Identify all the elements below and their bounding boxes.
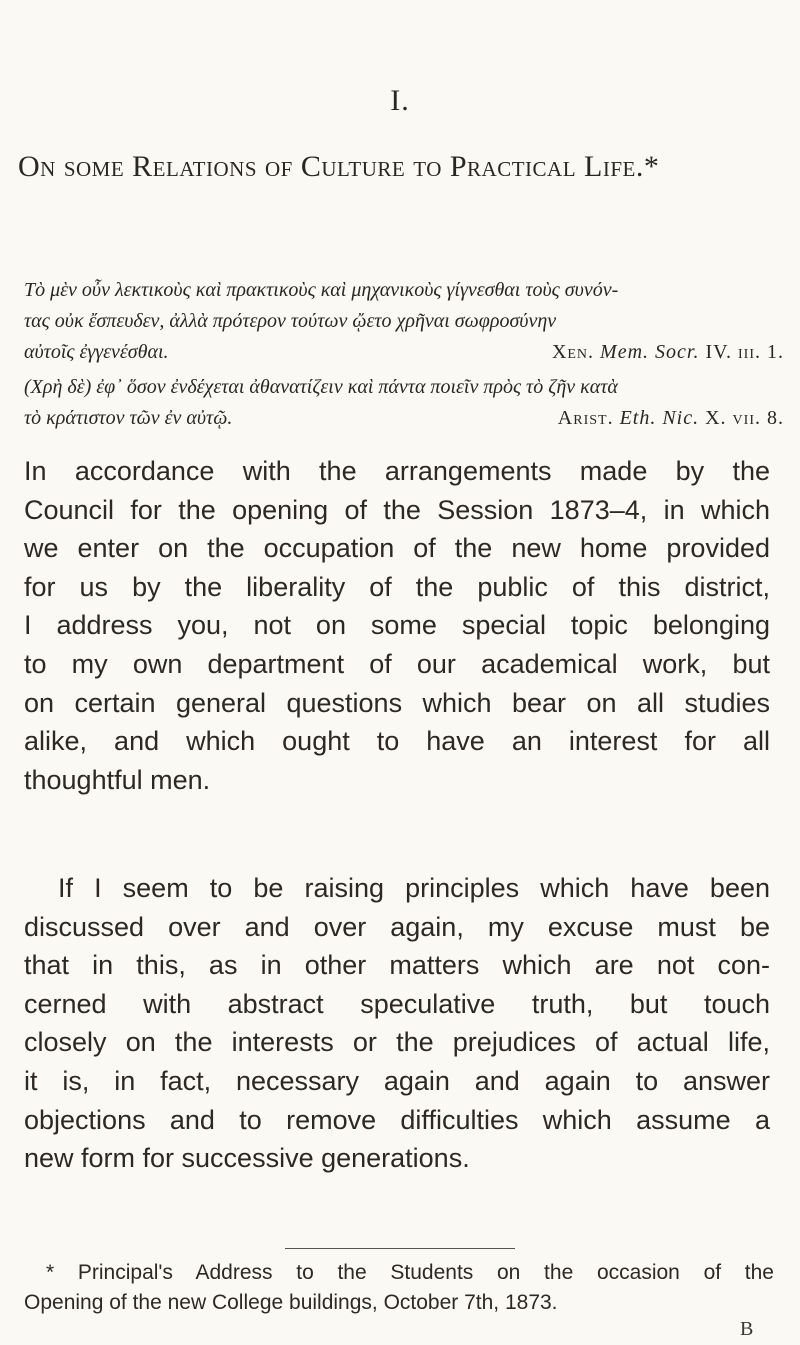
paragraph-1 [24, 452, 770, 799]
text-line: closely on the interests or the prejudices of actual life, [24, 1027, 770, 1058]
text-line: If I seem to be raising principles which have been [58, 873, 770, 903]
text-line: new form for successive generations. [24, 1143, 470, 1174]
text-line: for us by the liberality of the public of this district, [24, 571, 770, 602]
paragraph-2 [24, 869, 770, 1178]
citation-ref: X. vii. 8. [705, 407, 784, 429]
epigraph-line: (Χρὴ δὲ) ἐφ᾽ ὅσον ἐνδέχεται ἀθανατίζειν καὶ πάντα ποιεῖν πρὸς τὸ ζῆν κατὰ [24, 376, 618, 398]
epigraph-xenophon [24, 275, 784, 368]
citation-work: Mem. Socr. [600, 341, 700, 363]
text-line: we enter on the occupation of the new home provided [24, 533, 770, 564]
epigraph-line-with-citation [24, 403, 784, 434]
citation-work: Eth. Nic. [619, 407, 700, 429]
epigraph-line: τὸ κράτιστον τῶν ἐν αὐτῷ. [24, 407, 233, 429]
text-line: to my own department of our academical work, but [24, 648, 770, 679]
citation-author: Arist. [557, 407, 614, 429]
epigraph-line: τας οὐκ ἔσπευδεν, ἀλλὰ πρότερον τούτων ᾤετο χρῆναι σωφροσύνην [24, 310, 557, 332]
epigraph-citation [552, 337, 784, 368]
text-line: thoughtful men. [24, 764, 211, 795]
epigraph-line-with-citation [24, 337, 784, 368]
text-line: discussed over and over again, my excuse must be [24, 911, 770, 942]
text-line: In accordance with the arrangements made by the [24, 456, 770, 486]
footnote [24, 1258, 774, 1318]
text-line: on certain general questions which bear on all studies [24, 687, 770, 718]
chapter-number: I. [390, 84, 410, 117]
text-line: objections and to remove difficulties which assume a [24, 1104, 770, 1135]
epigraph-line: αὐτοῖς ἐγγενέσθαι. [24, 341, 169, 363]
footnote-line: * Principal's Address to the Students on the occasion of the [46, 1261, 774, 1284]
footnote-line: Opening of the new College buildings, October 7th, 1873. [24, 1291, 558, 1314]
text-line: cerned with abstract speculative truth, but touch [24, 988, 770, 1019]
citation-ref: IV. iii. 1. [705, 341, 784, 363]
citation-author: Xen. [551, 341, 595, 363]
footnote-divider [285, 1248, 515, 1249]
text-line: that in this, as in other matters which are not con- [24, 950, 770, 981]
epigraph-citation [558, 403, 784, 434]
signature-mark: B [740, 1318, 754, 1340]
text-line: Council for the opening of the Session 1873–4, in which [24, 494, 770, 525]
text-line: it is, in fact, necessary again and again to answer [24, 1065, 770, 1096]
text-line: I address you, not on some special topic belonging [24, 610, 770, 641]
epigraph-line: Τὸ μὲν οὖν λεκτικοὺς καὶ πρακτικοὺς καὶ μηχανικοὺς γίγνεσθαι τοὺς συνόν- [24, 279, 619, 301]
text-line: alike, and which ought to have an interest for all [24, 726, 770, 757]
epigraph-aristotle [24, 372, 784, 434]
chapter-title: On some Relations of Culture to Practical Life.* [18, 150, 660, 183]
